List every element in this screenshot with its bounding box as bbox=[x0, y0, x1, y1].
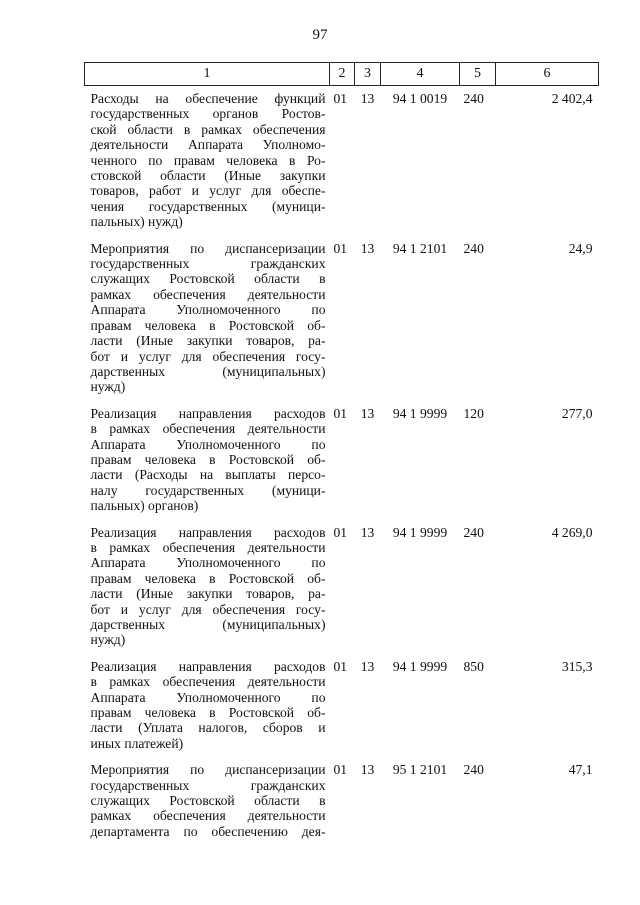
description-line: в рамках обеспечения деятельности bbox=[90, 674, 326, 690]
description-line: бот и услуг для обеспечения госу- bbox=[90, 348, 326, 364]
description-line: Расходы на обеспечение функций bbox=[90, 91, 326, 106]
description-line: Аппарата Уполномоченного по bbox=[90, 689, 326, 705]
amount: 47,1 bbox=[568, 762, 593, 778]
expense-type-code: 240 bbox=[463, 524, 484, 540]
table-row bbox=[85, 406, 599, 525]
description-line: правам человека в Ростовской об- bbox=[90, 451, 326, 467]
description-line: пальных) нужд) bbox=[90, 214, 183, 230]
expense-description bbox=[85, 525, 330, 659]
description-line: Реализация направления расходов bbox=[90, 405, 326, 421]
description-line: Аппарата Уполномоченного по bbox=[90, 436, 326, 452]
description-line: государственных гражданских bbox=[90, 777, 326, 793]
budget-table bbox=[84, 62, 599, 850]
header-col-6: 6 bbox=[496, 63, 599, 86]
header-col-3: 3 bbox=[355, 63, 381, 86]
expense-description bbox=[85, 86, 330, 241]
expense-description bbox=[85, 762, 330, 850]
description-line: рамках обеспечения деятельности bbox=[90, 286, 326, 302]
description-line: дарственных (муниципальных) bbox=[90, 617, 326, 632]
page-number: 97 bbox=[312, 27, 328, 43]
subsection-code: 13 bbox=[360, 762, 375, 778]
description-line: Аппарата Уполномоченного по bbox=[90, 302, 326, 318]
expense-description bbox=[85, 659, 330, 762]
amount: 24,9 bbox=[568, 240, 593, 256]
amount: 4 269,0 bbox=[551, 524, 593, 540]
header-col-5: 5 bbox=[460, 63, 496, 86]
description-line: иных платежей) bbox=[90, 735, 184, 751]
expense-type-code: 240 bbox=[463, 762, 484, 778]
target-article-code: 94 1 9999 bbox=[392, 524, 448, 540]
description-line: нужд) bbox=[90, 632, 126, 648]
section-code: 01 bbox=[333, 91, 348, 106]
description-line: пальных) органов) bbox=[90, 498, 199, 514]
expense-type-code: 240 bbox=[463, 240, 484, 256]
description-line: Мероприятия по диспансеризации bbox=[90, 240, 326, 256]
target-article-code: 94 1 9999 bbox=[392, 405, 448, 421]
table-body bbox=[85, 86, 599, 851]
description-line: в рамках обеспечения деятельности bbox=[90, 539, 326, 555]
description-line: правам человека в Ростовской об- bbox=[90, 705, 326, 721]
description-line: государственных органов Ростов- bbox=[90, 106, 326, 122]
section-code: 01 bbox=[333, 658, 348, 674]
description-line: в рамках обеспечения деятельности bbox=[90, 421, 326, 437]
subsection-code: 13 bbox=[360, 91, 375, 106]
description-line: ской области в рамках обеспечения bbox=[90, 121, 326, 137]
header-col-4: 4 bbox=[381, 63, 460, 86]
section-code: 01 bbox=[333, 405, 348, 421]
description-line: рамках обеспечения деятельности bbox=[90, 808, 326, 824]
description-line: ченного по правам человека в Ро- bbox=[90, 152, 326, 168]
description-line: Аппарата Уполномоченного по bbox=[90, 555, 326, 571]
section-code: 01 bbox=[333, 762, 348, 778]
subsection-code: 13 bbox=[360, 658, 375, 674]
description-line: Реализация направления расходов bbox=[90, 524, 326, 540]
target-article-code: 94 1 2101 bbox=[392, 240, 448, 256]
table-row bbox=[85, 241, 599, 406]
expense-description bbox=[85, 406, 330, 525]
subsection-code: 13 bbox=[360, 240, 375, 256]
description-line: ласти (Уплата налогов, сборов и bbox=[90, 720, 326, 736]
description-line: Мероприятия по диспансеризации bbox=[90, 762, 326, 778]
expense-description bbox=[85, 241, 330, 406]
description-line: налу государственных (муници- bbox=[90, 482, 326, 498]
description-line: деятельности Аппарата Уполномо- bbox=[90, 137, 326, 153]
description-line: стовской области (Иные закупки bbox=[90, 168, 326, 184]
target-article-code: 95 1 2101 bbox=[392, 762, 448, 778]
amount: 277,0 bbox=[561, 405, 593, 421]
description-line: правам человека в Ростовской об- bbox=[90, 317, 326, 333]
description-line: служащих Ростовской области в bbox=[90, 793, 326, 809]
amount: 2 402,4 bbox=[551, 91, 593, 106]
table-row bbox=[85, 525, 599, 659]
amount: 315,3 bbox=[561, 658, 593, 674]
description-line: государственных гражданских bbox=[90, 256, 326, 272]
target-article-code: 94 1 9999 bbox=[392, 658, 448, 674]
description-line: Реализация направления расходов bbox=[90, 658, 326, 674]
table-row bbox=[85, 86, 599, 241]
description-line: ласти (Иные закупки товаров, ра- bbox=[90, 586, 326, 602]
description-line: чения государственных (муници- bbox=[90, 198, 326, 214]
subsection-code: 13 bbox=[360, 524, 375, 540]
description-line: бот и услуг для обеспечения госу- bbox=[90, 601, 326, 617]
description-line: служащих Ростовской области в bbox=[90, 271, 326, 287]
expense-type-code: 120 bbox=[463, 405, 484, 421]
description-line: ласти (Расходы на выплаты персо- bbox=[90, 467, 326, 483]
table-row bbox=[85, 762, 599, 850]
header-col-1: 1 bbox=[85, 63, 330, 86]
description-line: правам человека в Ростовской об- bbox=[90, 570, 326, 586]
table-row bbox=[85, 659, 599, 762]
description-line: ласти (Иные закупки товаров, ра- bbox=[90, 333, 326, 349]
subsection-code: 13 bbox=[360, 405, 375, 421]
description-line: дарственных (муниципальных) bbox=[90, 363, 326, 379]
expense-type-code: 240 bbox=[463, 91, 484, 106]
expense-type-code: 850 bbox=[463, 658, 484, 674]
description-line: товаров, работ и услуг для обеспе- bbox=[90, 183, 326, 199]
section-code: 01 bbox=[333, 240, 348, 256]
target-article-code: 94 1 0019 bbox=[392, 91, 448, 106]
description-line: нужд) bbox=[90, 379, 126, 395]
description-line: департамента по обеспечению дея- bbox=[90, 823, 326, 839]
section-code: 01 bbox=[333, 524, 348, 540]
header-col-2: 2 bbox=[330, 63, 355, 86]
table-header-row bbox=[85, 63, 599, 86]
